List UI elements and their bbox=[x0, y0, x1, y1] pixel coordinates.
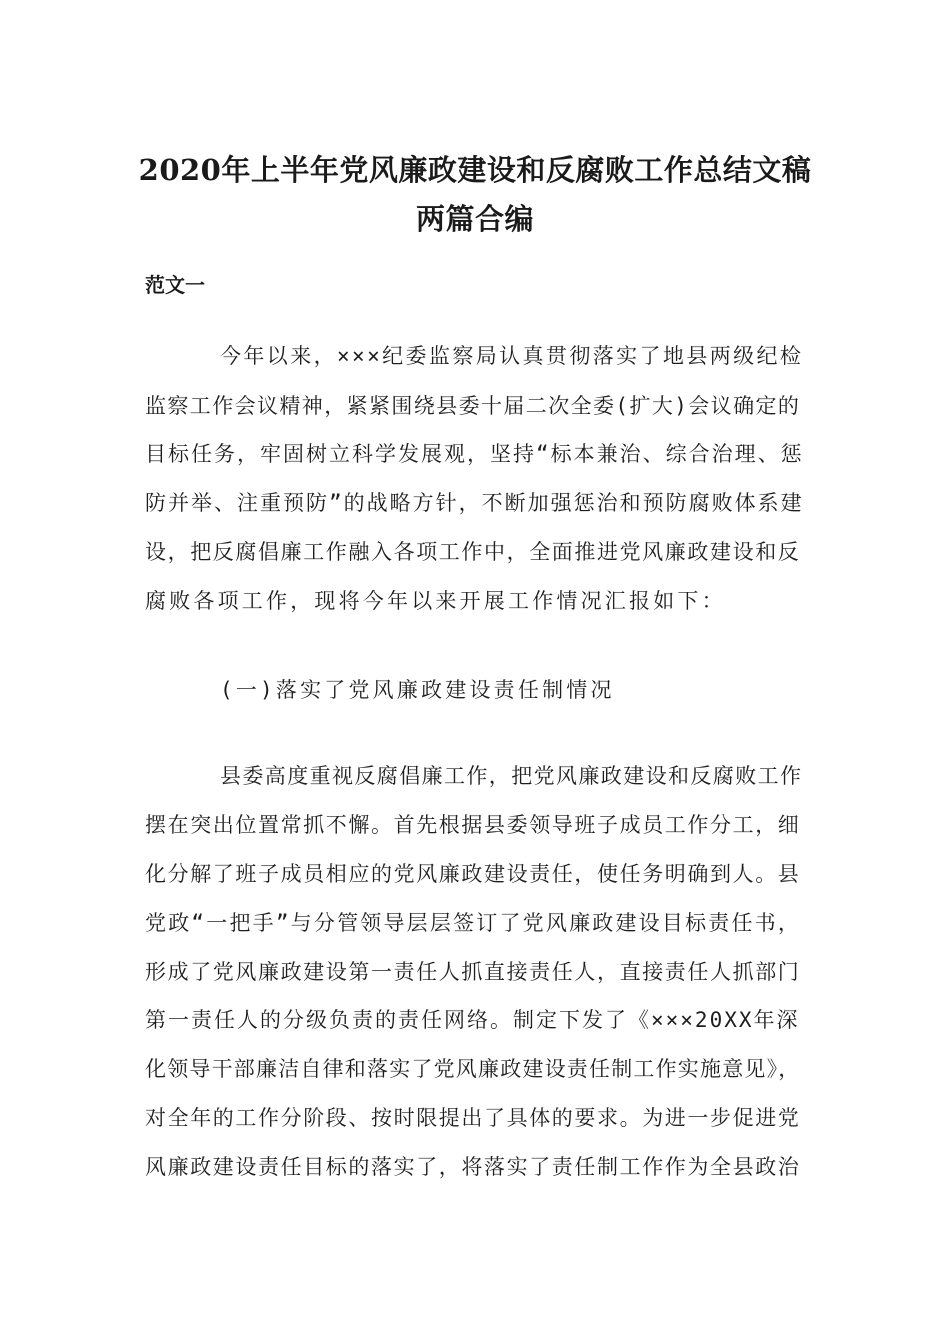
section-label: 范文一 bbox=[145, 273, 205, 297]
paragraph1-line: 今年以来，×××纪委监察局认真贯彻落实了地县两级纪检 bbox=[220, 344, 804, 368]
document-title-line1: 2020年上半年党风廉政建设和反腐败工作总结文稿 bbox=[138, 153, 812, 187]
paragraph2-line: 摆在突出位置常抓不懈。首先根据县委领导班子成员工作分工，细 bbox=[145, 813, 801, 837]
paragraph2-line: 形成了党风廉政建设第一责任人抓直接责任人，直接责任人抓部门 bbox=[145, 960, 801, 984]
paragraph2-line: 县委高度重视反腐倡廉工作，把党风廉政建设和反腐败工作 bbox=[220, 764, 803, 788]
paragraph1-line: 目标任务，牢固树立科学发展观，坚持“标本兼治、综合治理、惩 bbox=[145, 442, 804, 466]
paragraph2-line: 化分解了班子成员相应的党风廉政建设责任，使任务明确到人。县 bbox=[145, 862, 801, 886]
paragraph1-line: 设，把反腐倡廉工作融入各项工作中，全面推进党风廉政建设和反 bbox=[145, 540, 801, 564]
paragraph2-line: 党政“一把手”与分管领导层层签订了党风廉政建设目标责任书， bbox=[145, 911, 802, 935]
document-title-line2: 两篇合编 bbox=[415, 202, 534, 236]
paragraph2-line: 风廉政建设责任目标的落实了，将落实了责任制工作作为全县政治 bbox=[145, 1155, 801, 1179]
subheading: (一)落实了党风廉政建设责任制情况 bbox=[220, 678, 615, 702]
paragraph2-line: 第一责任人的分级负责的责任网络。制定下发了《×××20XX年深 bbox=[145, 1008, 800, 1032]
paragraph1-line: 监察工作会议精神，紧紧围绕县委十届二次全委(扩大)会议确定的 bbox=[145, 394, 801, 418]
paragraph2-line: 对全年的工作分阶段、按时限提出了具体的要求。为进一步促进党 bbox=[145, 1106, 801, 1130]
paragraph1-line: 防并举、注重预防”的战略方针，不断加强惩治和预防腐败体系建 bbox=[145, 491, 804, 515]
paragraph1-line: 腐败各项工作，现将今年以来开展工作情况汇报如下： bbox=[145, 589, 726, 613]
paragraph2-line: 化领导干部廉洁自律和落实了党风廉政建设责任制工作实施意见》， bbox=[145, 1057, 801, 1081]
